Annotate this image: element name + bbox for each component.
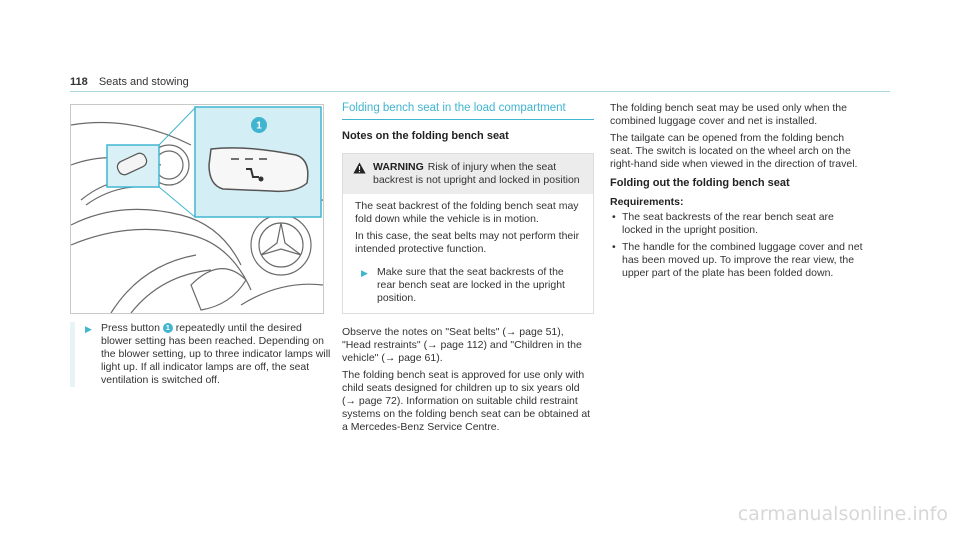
requirement-text: The handle for the combined luggage cover and net has been moved up. To improve the rear view, the upper part of the plate has been folded down. — [622, 241, 863, 279]
warning-label: WARNING — [373, 161, 424, 173]
warning-header — [343, 154, 593, 194]
warning-triangle-icon — [353, 162, 366, 174]
warning-step — [355, 266, 585, 305]
folding-out-subtitle: Folding out the folding bench seat — [610, 177, 790, 189]
step-text — [89, 322, 334, 387]
bullet-icon: • — [612, 211, 616, 223]
step-text-part1: Press button — [101, 322, 163, 334]
warning-step-text: Make sure that the seat backrests of the rear bench seat are locked in the upright position. — [377, 266, 565, 304]
paragraph-child-seats: The folding bench seat is approved for use only with child seats designed for children up to six years old (→ page 72). Information on suitable child restraint systems on the folding bench seat can be obtained at a Mercedes-Benz Service Centre. — [342, 369, 591, 433]
paragraph-luggage-cover: The folding bench seat may be used only when the combined luggage cover and net is installed. — [610, 102, 847, 127]
notes-subtitle: Notes on the folding bench seat — [342, 130, 509, 142]
warning-box — [342, 153, 594, 314]
section-title: Folding bench seat in the load compartment — [342, 102, 594, 120]
header-section-title: Seats and stowing — [98, 76, 189, 88]
warning-headline: Risk of injury when the seat backrest is not upright and locked in position — [373, 161, 580, 186]
door-panel-drawing — [71, 105, 323, 313]
paragraph-cross-references: Observe the notes on "Seat belts" (→ page 51), "Head restraints" (→ page 112) and "Children in the vehicle" (→ page 61). — [342, 326, 582, 364]
column-right — [610, 102, 865, 284]
bullet-icon: • — [612, 241, 616, 253]
step-arrow-icon: ▶ — [85, 324, 92, 334]
list-item — [610, 211, 865, 237]
callout-badge-icon: 1 — [256, 120, 262, 132]
page-header — [70, 76, 189, 88]
requirements-list — [610, 211, 865, 280]
step-text-part2: repeatedly until the desired blower setting has been reached. Depending on the blower setting, up to three indicator lamps will light up. If all indicator lamps are off, the seat ventilation is switched off. — [101, 322, 331, 386]
callout-badge-icon: 1 — [163, 323, 173, 333]
requirement-text: The seat backrests of the rear bench seat are locked in the upright position. — [622, 211, 834, 236]
warning-text-1: The seat backrest of the folding bench seat may fold down while the vehicle is in motion. — [355, 200, 579, 225]
page-number: 118 — [70, 76, 88, 88]
seat-button-illustration — [70, 104, 324, 314]
header-divider — [70, 91, 890, 92]
step-instruction — [70, 322, 334, 387]
list-item — [610, 241, 865, 280]
requirements-label: Requirements: — [610, 196, 684, 208]
paragraph-tailgate: The tailgate can be opened from the folding bench seat. The switch is located on the wheel arch on the right-hand side when viewed in the direction of travel. — [610, 132, 858, 170]
warning-body — [343, 194, 593, 313]
watermark: carmanualsonline.info — [737, 503, 948, 525]
warning-text-2: In this case, the seat belts may not perform their intended protective function. — [355, 230, 580, 255]
step-arrow-icon: ▶ — [361, 268, 368, 278]
column-middle — [342, 102, 594, 438]
